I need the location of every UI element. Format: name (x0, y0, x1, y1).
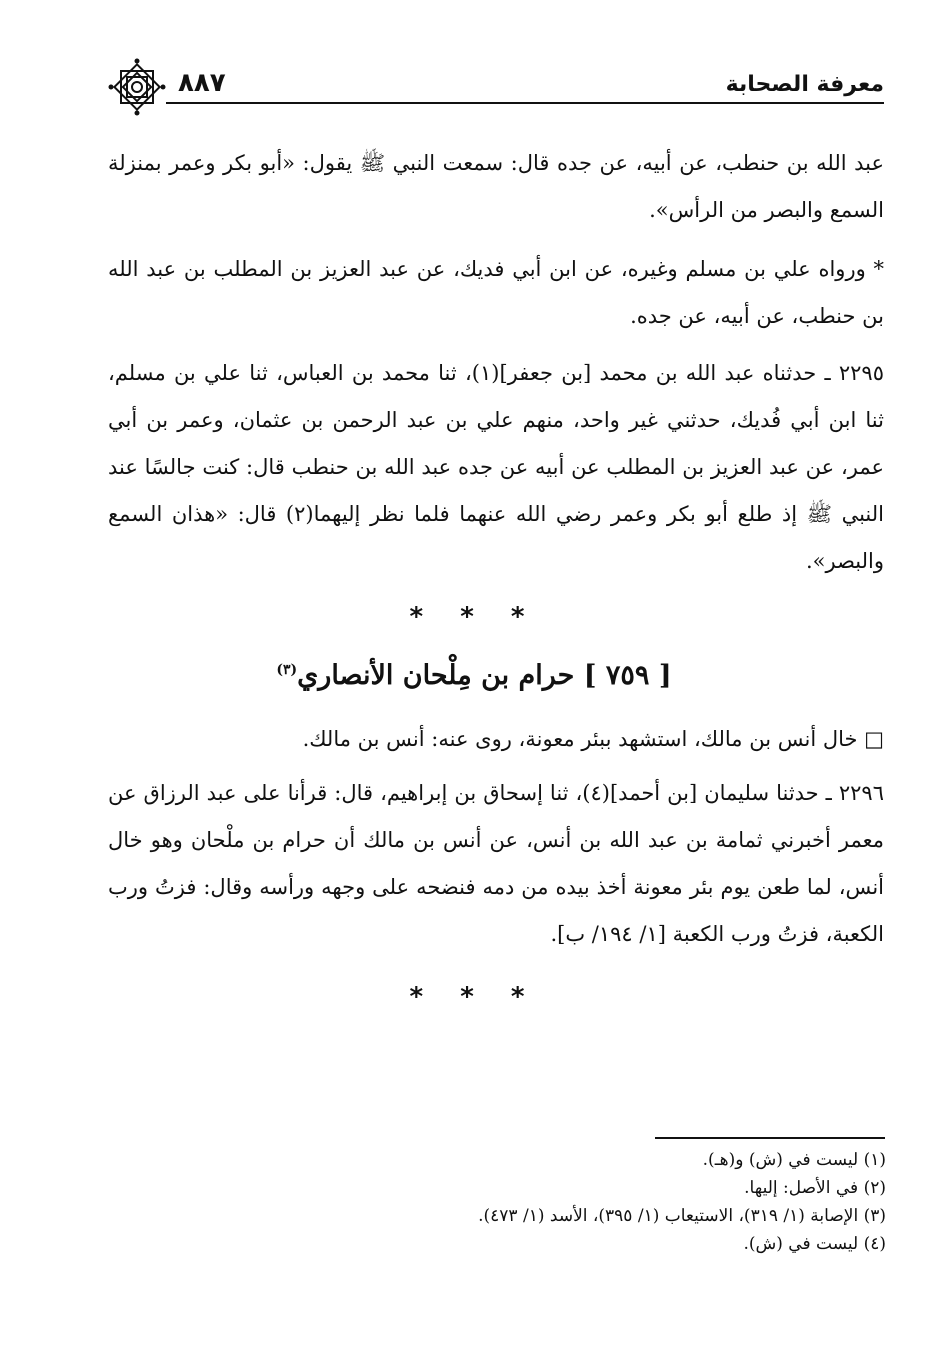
footnote-4: (٤) ليست في (ش). (743, 1234, 886, 1254)
footnote-2: (٢) في الأصل: إليها. (744, 1178, 886, 1198)
entry-intro (108, 716, 884, 763)
page-header (108, 62, 884, 112)
book-title: معرفة الصحابة (725, 72, 884, 97)
paragraph-variant-chain (108, 246, 884, 340)
paragraph-text: ٢٢٩٦ ـ حدثنا سليمان [بن أحمد](٤)، ثنا إسحاق بن إبراهيم، قال: قرأنا على عبد الرزاق عن معمر أخبرني ثمامة بن عبد الله بن أنس، عن أنس بن مالك أن حرام بن ملْحان وهو خال أنس، لما طعن يوم بئر معونة أخذ بيده من دمه فنضحه على وجهه ورأسه وقال: فزتُ ورب الكعبة، فزتُ ورب الكعبة [١/ ١٩٤/ ب]. (108, 781, 884, 946)
paragraph-text: □ خال أنس بن مالك، استشهد ببئر معونة، روى عنه: أنس بن مالك. (302, 727, 884, 751)
paragraph-text: عبد الله بن حنطب، عن أبيه، عن جده قال: سمعت النبي ﷺ يقول: «أبو بكر وعمر بمنزلة السمع والبصر من الرأس». (108, 151, 884, 222)
hadith-2296 (108, 770, 884, 958)
hadith-2295 (108, 350, 884, 585)
entry-title-footnote-ref: (٣) (276, 662, 298, 678)
entry-title-text: [ ٧٥٩ ] حرام بن مِلْحان الأنصاري (297, 660, 672, 691)
paragraph-text: * ورواه علي بن مسلم وغيره، عن ابن أبي فديك، عن عبد العزيز بن المطلب بن عبد الله بن حنطب، عن أبيه، عن جده. (108, 257, 884, 328)
paragraph-continuation (108, 140, 884, 234)
footnotes (110, 1146, 886, 1258)
header-rule (166, 102, 884, 104)
section-separator: * * * (409, 602, 539, 632)
footnote-3: (٣) الإصابة (١/ ٣١٩)، الاستيعاب (١/ ٣٩٥)، الأسد (١/ ٤٧٣). (478, 1206, 886, 1226)
footnote-rule (655, 1137, 885, 1139)
page-number: ٨٨٧ (178, 68, 226, 98)
octagram-ornament-icon (108, 58, 166, 116)
section-separator-end: * * * (409, 982, 539, 1012)
footnote-1: (١) ليست في (ش) و(هـ). (702, 1150, 886, 1170)
paragraph-text: ٢٢٩٥ ـ حدثناه عبد الله بن محمد [بن جعفر](١)، ثنا محمد بن العباس، ثنا علي بن مسلم، ثنا ابن أبي فُديك، حدثني غير واحد، منهم علي بن عبد الرحمن بن عثمان، وعمر بن أبي عمر، عن عبد العزيز بن المطلب عن أبيه عن جده عبد الله بن حنطب قال: كنت جالسًا عند النبي ﷺ إذ طلع أبو بكر وعمر رضي الله عنهما فلما نظر إليهما(٢) قال: «هذان السمع والبصر». (108, 361, 884, 573)
entry-title (0, 660, 948, 691)
